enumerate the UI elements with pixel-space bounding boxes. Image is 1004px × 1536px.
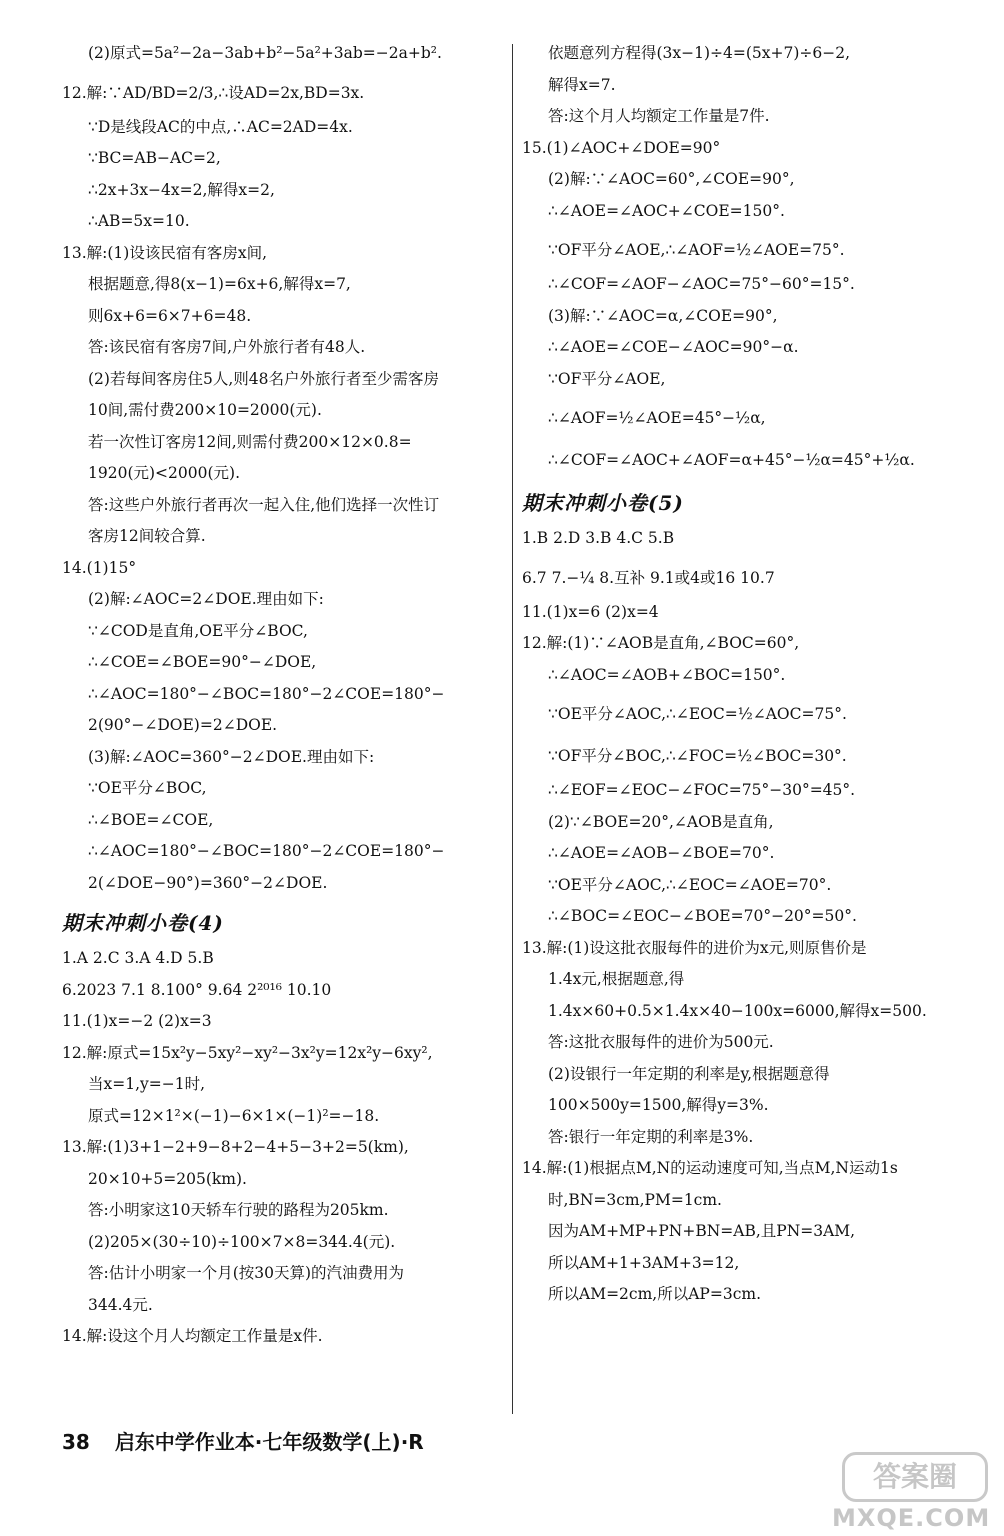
text-line: 客房12间较合算. [88,527,206,545]
text-line: ∴∠AOE=∠AOC+∠COE=150°. [548,201,785,220]
text-line: 12.解:原式=15x²y−5xy²−xy²−3x²y=12x²y−6xy², [62,1043,433,1062]
watermark-url: MXQE.COM [832,1504,991,1532]
text-line: 10间,需付费200×10=2000(元). [88,401,322,419]
text-line: ∴∠AOF=½∠AOE=45°−½α, [548,409,766,427]
text-line: (2)原式=5a²−2a−3ab+b²−5a²+3ab=−2a+b². [88,44,442,62]
book-title: 启东中学作业本·七年级数学(上)·R [114,1430,424,1454]
right-column [522,40,962,1313]
text-line: ∴∠COF=∠AOC+∠AOF=α+45°−½α=45°+½α. [548,451,915,469]
text-line: 6.2023 7.1 8.100° 9.64 2²⁰¹⁶ 10.10 [62,980,332,999]
text-line: ∵OE平分∠BOC, [88,779,207,797]
text-line: ∴∠COF=∠AOF−∠AOC=75°−60°=15°. [548,275,855,293]
text-line: ∵BC=AB−AC=2, [88,149,221,167]
text-line: ∴AB=5x=10. [88,212,190,230]
text-line: 答:这个月人均额定工作量是7件. [548,107,770,125]
text-line: ∵OF平分∠BOC,∴∠FOC=½∠BOC=30°. [548,747,847,765]
left-column [62,40,510,1355]
text-line: 11.(1)x=6 (2)x=4 [522,602,659,621]
text-line: 14.(1)15° [62,558,137,577]
text-line: 因为AM+MP+PN+BN=AB,且PN=3AM, [548,1222,856,1240]
text-line: 当x=1,y=−1时, [88,1075,206,1093]
text-line: 1.B 2.D 3.B 4.C 5.B [522,529,675,547]
text-line: 答:银行一年定期的利率是3%. [548,1127,754,1146]
section-heading: 期末冲刺小卷(5) [522,491,684,515]
text-line: 解得x=7. [548,75,616,94]
text-line: 1.4x×60+0.5×1.4x×40−100x=6000,解得x=500. [548,1001,927,1020]
text-line: (2)解:∵∠AOC=60°,∠COE=90°, [548,170,795,188]
text-line: ∵OE平分∠AOC,∴∠EOC=∠AOE=70°. [548,875,832,894]
text-line: 12.解:∵AD/BD=2/3,∴设AD=2x,BD=3x. [62,83,365,102]
text-line: 20×10+5=205(km). [88,1169,247,1188]
text-line: ∴∠AOC=∠AOB+∠BOC=150°. [548,665,786,684]
text-line: 14.解:(1)根据点M,N的运动速度可知,当点M,N运动1s [522,1159,898,1177]
text-line: 11.(1)x=−2 (2)x=3 [62,1012,212,1030]
text-line: (3)解:∠AOC=360°−2∠DOE.理由如下: [88,747,375,766]
text-line: (2)设银行一年定期的利率是y,根据题意得 [548,1064,830,1083]
text-line: 答:这批衣服每件的进价为500元. [548,1033,774,1051]
text-line: 344.4元. [88,1295,153,1314]
text-line: ∴∠AOE=∠AOB−∠BOE=70°. [548,844,775,862]
text-line: ∴∠COE=∠BOE=90°−∠DOE, [88,653,317,671]
text-line: (2)205×(30÷10)÷100×7×8=344.4(元). [88,1232,396,1251]
text-line: 13.解:(1)设这批衣服每件的进价为x元,则原售价是 [522,938,867,957]
text-line: ∵OF平分∠AOE, [548,369,666,388]
text-line: ∴∠AOC=180°−∠BOC=180°−2∠COE=180°− [88,684,445,703]
page-number: 38 [62,1430,90,1454]
text-line: ∴2x+3x−4x=2,解得x=2, [88,180,275,199]
text-line: 根据题意,得8(x−1)=6x+6,解得x=7, [88,275,351,293]
text-line: 答:小明家这10天轿车行驶的路程为205km. [88,1201,389,1219]
text-line: 15.(1)∠AOC+∠DOE=90° [522,138,721,157]
text-line: 原式=12×1²×(−1)−6×1×(−1)²=−18. [88,1106,380,1125]
text-line: ∴∠AOC=180°−∠BOC=180°−2∠COE=180°− [88,842,445,860]
text-line: 12.解:(1)∵∠AOB是直角,∠BOC=60°, [522,634,800,652]
text-line: 6.7 7.−¼ 8.互补 9.1或4或16 10.7 [522,568,775,587]
text-line: 则6x+6=6×7+6=48. [88,306,252,325]
text-line: 1.4x元,根据题意,得 [548,970,685,988]
watermark-logo [832,1452,991,1532]
text-line: ∵∠COD是直角,OE平分∠BOC, [88,621,308,640]
text-line: ∴∠AOE=∠COE−∠AOC=90°−α. [548,338,799,356]
text-line: 所以AM+1+3AM+3=12, [548,1253,740,1272]
text-line: (2)若每间客房住5人,则48名户外旅行者至少需客房 [88,369,439,388]
text-line: 2(90°−∠DOE)=2∠DOE. [88,716,278,734]
text-line: 14.解:设这个月人均额定工作量是x件. [62,1327,323,1345]
text-line: ∵OF平分∠AOE,∴∠AOF=½∠AOE=75°. [548,241,845,259]
text-line: 13.解:(1)设该民宿有客房x间, [62,243,267,262]
text-line: (3)解:∵∠AOC=α,∠COE=90°, [548,306,778,325]
page-footer [62,1426,424,1455]
text-line: 所以AM=2cm,所以AP=3cm. [548,1285,761,1303]
text-line: ∵OE平分∠AOC,∴∠EOC=½∠AOC=75°. [548,705,847,723]
section-heading: 期末冲刺小卷(4) [62,911,224,935]
text-line: 依题意列方程得(3x−1)÷4=(5x+7)÷6−2, [548,44,851,62]
text-line: 答:这些户外旅行者再次一起入住,他们选择一次性订 [88,495,440,514]
text-line: (2)解:∠AOC=2∠DOE.理由如下: [88,590,324,608]
text-line: ∵D是线段AC的中点,∴AC=2AD=4x. [88,117,353,136]
text-line: 13.解:(1)3+1−2+9−8+2−4+5−3+2=5(km), [62,1138,409,1156]
text-line: 时,BN=3cm,PM=1cm. [548,1190,722,1209]
text-line: 100×500y=1500,解得y=3%. [548,1096,769,1114]
text-line: ∴∠BOE=∠COE, [88,810,214,829]
text-line: 1920(元)<2000(元). [88,464,240,482]
text-line: (2)∵∠BOE=20°,∠AOB是直角, [548,812,774,831]
text-line: ∴∠EOF=∠EOC−∠FOC=75°−30°=45°. [548,781,856,799]
text-line: 1.A 2.C 3.A 4.D 5.B [62,949,214,967]
text-line: ∴∠BOC=∠EOC−∠BOE=70°−20°=50°. [548,907,857,925]
text-line: 答:估计小明家一个月(按30天算)的汽油费用为 [88,1264,405,1282]
watermark-text: 答案圈 [842,1452,988,1502]
text-line: 答:该民宿有客房7间,户外旅行者有48人. [88,338,366,356]
column-divider [512,44,513,1414]
text-line: 2(∠DOE−90°)=360°−2∠DOE. [88,873,328,892]
text-line: 若一次性订客房12间,则需付费200×12×0.8= [88,432,412,451]
